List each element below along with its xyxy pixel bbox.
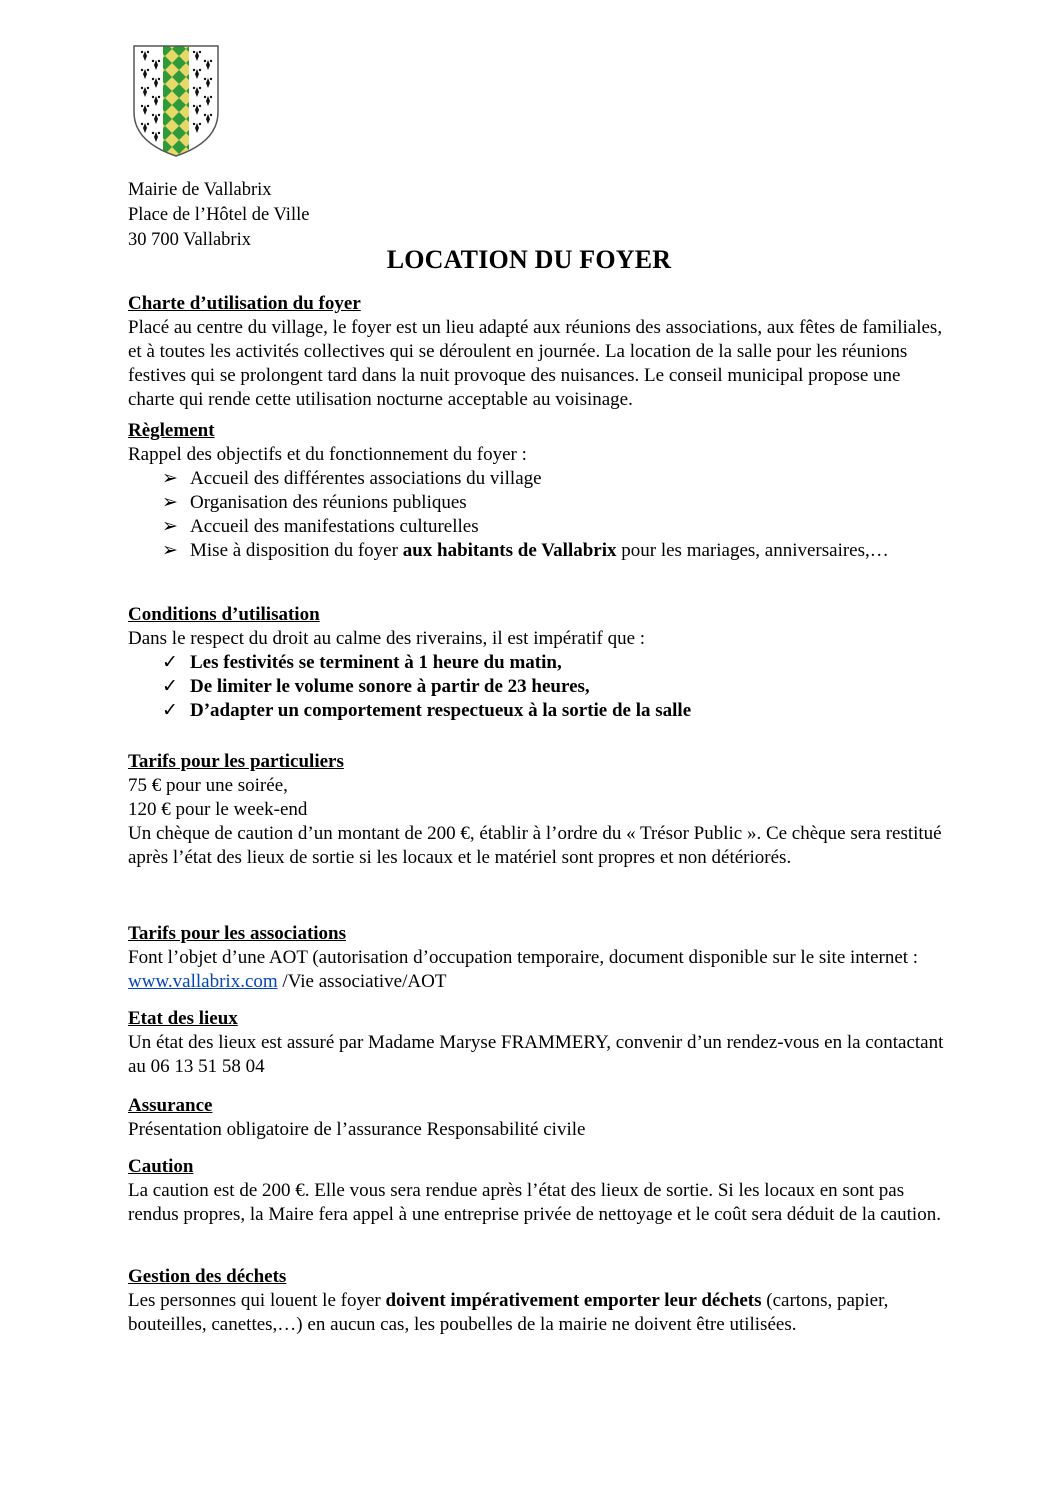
address-line: 30 700 Vallabrix	[128, 230, 251, 250]
text-fragment: (cartons, papier, bouteilles, canettes,…) en aucun cas, les poubelles de la mairie ne doivent être utilisées.	[128, 1290, 889, 1335]
list-item	[128, 539, 948, 563]
section-heading: Charte d’utilisation du foyer	[128, 293, 361, 314]
arrow-bullet-icon: ➢	[162, 516, 178, 537]
section-text: Présentation obligatoire de l’assurance Responsabilité civile	[128, 1119, 586, 1140]
section-tarifs-associations	[128, 922, 948, 994]
section-text: Placé au centre du village, le foyer est un lieu adapté aux réunions des associations, aux fêtes de familiales, et à toutes les activités collectives qui se déroulent en journée. La location de la salle pour les réunions festives qui se prolongent tard dans la nuit provoque des nuisances. Le conseil municipal propose une charte qui rende cette utilisation nocturne acceptable au voisinage.	[128, 317, 943, 410]
address-line: Mairie de Vallabrix	[128, 180, 272, 200]
section-heading: Conditions d’utilisation	[128, 604, 320, 625]
price-line: 120 € pour le week-end	[128, 799, 308, 820]
section-assurance	[128, 1094, 948, 1142]
section-heading: Tarifs pour les associations	[128, 923, 347, 944]
list-item-bold: aux habitants de Vallabrix	[402, 540, 617, 561]
list-item	[128, 699, 948, 723]
list-item	[128, 675, 948, 699]
section-heading: Assurance	[128, 1095, 213, 1116]
section-heading: Tarifs pour les particuliers	[128, 751, 344, 772]
section-heading: Etat des lieux	[128, 1008, 238, 1029]
text-fragment: Font l’objet d’une AOT (autorisation d’occupation temporaire, document disponible sur le site internet :	[128, 947, 919, 968]
arrow-bullet-icon: ➢	[162, 540, 178, 561]
section-text: La caution est de 200 €. Elle vous sera rendue après l’état des lieux de sortie. Si les locaux en sont pas rendus propres, la Maire fera appel à une entreprise privée de nettoyage et le coût sera déduit de la caution.	[128, 1180, 941, 1225]
arrow-bullet-icon: ➢	[162, 492, 178, 513]
list-item-text: D’adapter un comportement respectueux à la sortie de la salle	[190, 700, 692, 721]
section-intro: Rappel des objectifs et du fonctionnement du foyer :	[128, 444, 527, 465]
sender-address	[128, 178, 309, 253]
list-item	[128, 491, 948, 515]
list-item-text: Accueil des manifestations culturelles	[190, 516, 479, 537]
list-item-text: pour les mariages, anniversaires,…	[616, 540, 889, 561]
section-dechets	[128, 1265, 948, 1337]
list-item-text: Les festivités se terminent à 1 heure du matin,	[190, 652, 562, 673]
section-etat-des-lieux	[128, 1007, 948, 1079]
section-conditions	[128, 603, 948, 723]
list-item	[128, 651, 948, 675]
text-fragment: /Vie associative/AOT	[277, 971, 447, 992]
section-reglement	[128, 419, 948, 563]
section-heading: Gestion des déchets	[128, 1266, 287, 1287]
section-heading: Caution	[128, 1156, 194, 1177]
address-line: Place de l’Hôtel de Ville	[128, 205, 310, 225]
arrow-bullet-icon: ➢	[162, 468, 178, 489]
section-caution	[128, 1155, 948, 1227]
list-item-text: De limiter le volume sonore à partir de 23 heures,	[190, 676, 590, 697]
section-charte	[128, 292, 948, 412]
section-text: Un chèque de caution d’un montant de 200 €, établir à l’ordre du « Trésor Public ». Ce chèque sera restitué après l’état des lieux de sortie si les locaux et le matériel sont propres et non détériorés.	[128, 823, 942, 868]
check-bullet-icon: ✓	[162, 676, 178, 697]
text-fragment: Les personnes qui louent le foyer	[128, 1290, 386, 1311]
section-tarifs-particuliers	[128, 750, 948, 870]
page-title: LOCATION DU FOYER	[386, 245, 672, 274]
check-bullet-icon: ✓	[162, 700, 178, 721]
list-item	[128, 467, 948, 491]
list-item-text: Accueil des différentes associations du village	[190, 468, 542, 489]
section-intro: Dans le respect du droit au calme des riverains, il est impératif que :	[128, 628, 646, 649]
section-text	[128, 1289, 948, 1337]
check-bullet-icon: ✓	[162, 652, 178, 673]
price-line: 75 € pour une soirée,	[128, 775, 288, 796]
section-text: Un état des lieux est assuré par Madame Maryse FRAMMERY, convenir d’un rendez-vous en la contactant au 06 13 51 58 04	[128, 1032, 944, 1077]
coat-of-arms-logo	[130, 42, 222, 158]
section-text	[128, 946, 948, 994]
section-heading: Règlement	[128, 420, 215, 441]
text-bold: doivent impérativement emporter leur déchets	[385, 1290, 762, 1311]
list-item	[128, 515, 948, 539]
list-item-text: Organisation des réunions publiques	[190, 492, 467, 513]
website-link[interactable]: www.vallabrix.com	[128, 971, 278, 992]
list-item-text: Mise à disposition du foyer	[190, 540, 403, 561]
